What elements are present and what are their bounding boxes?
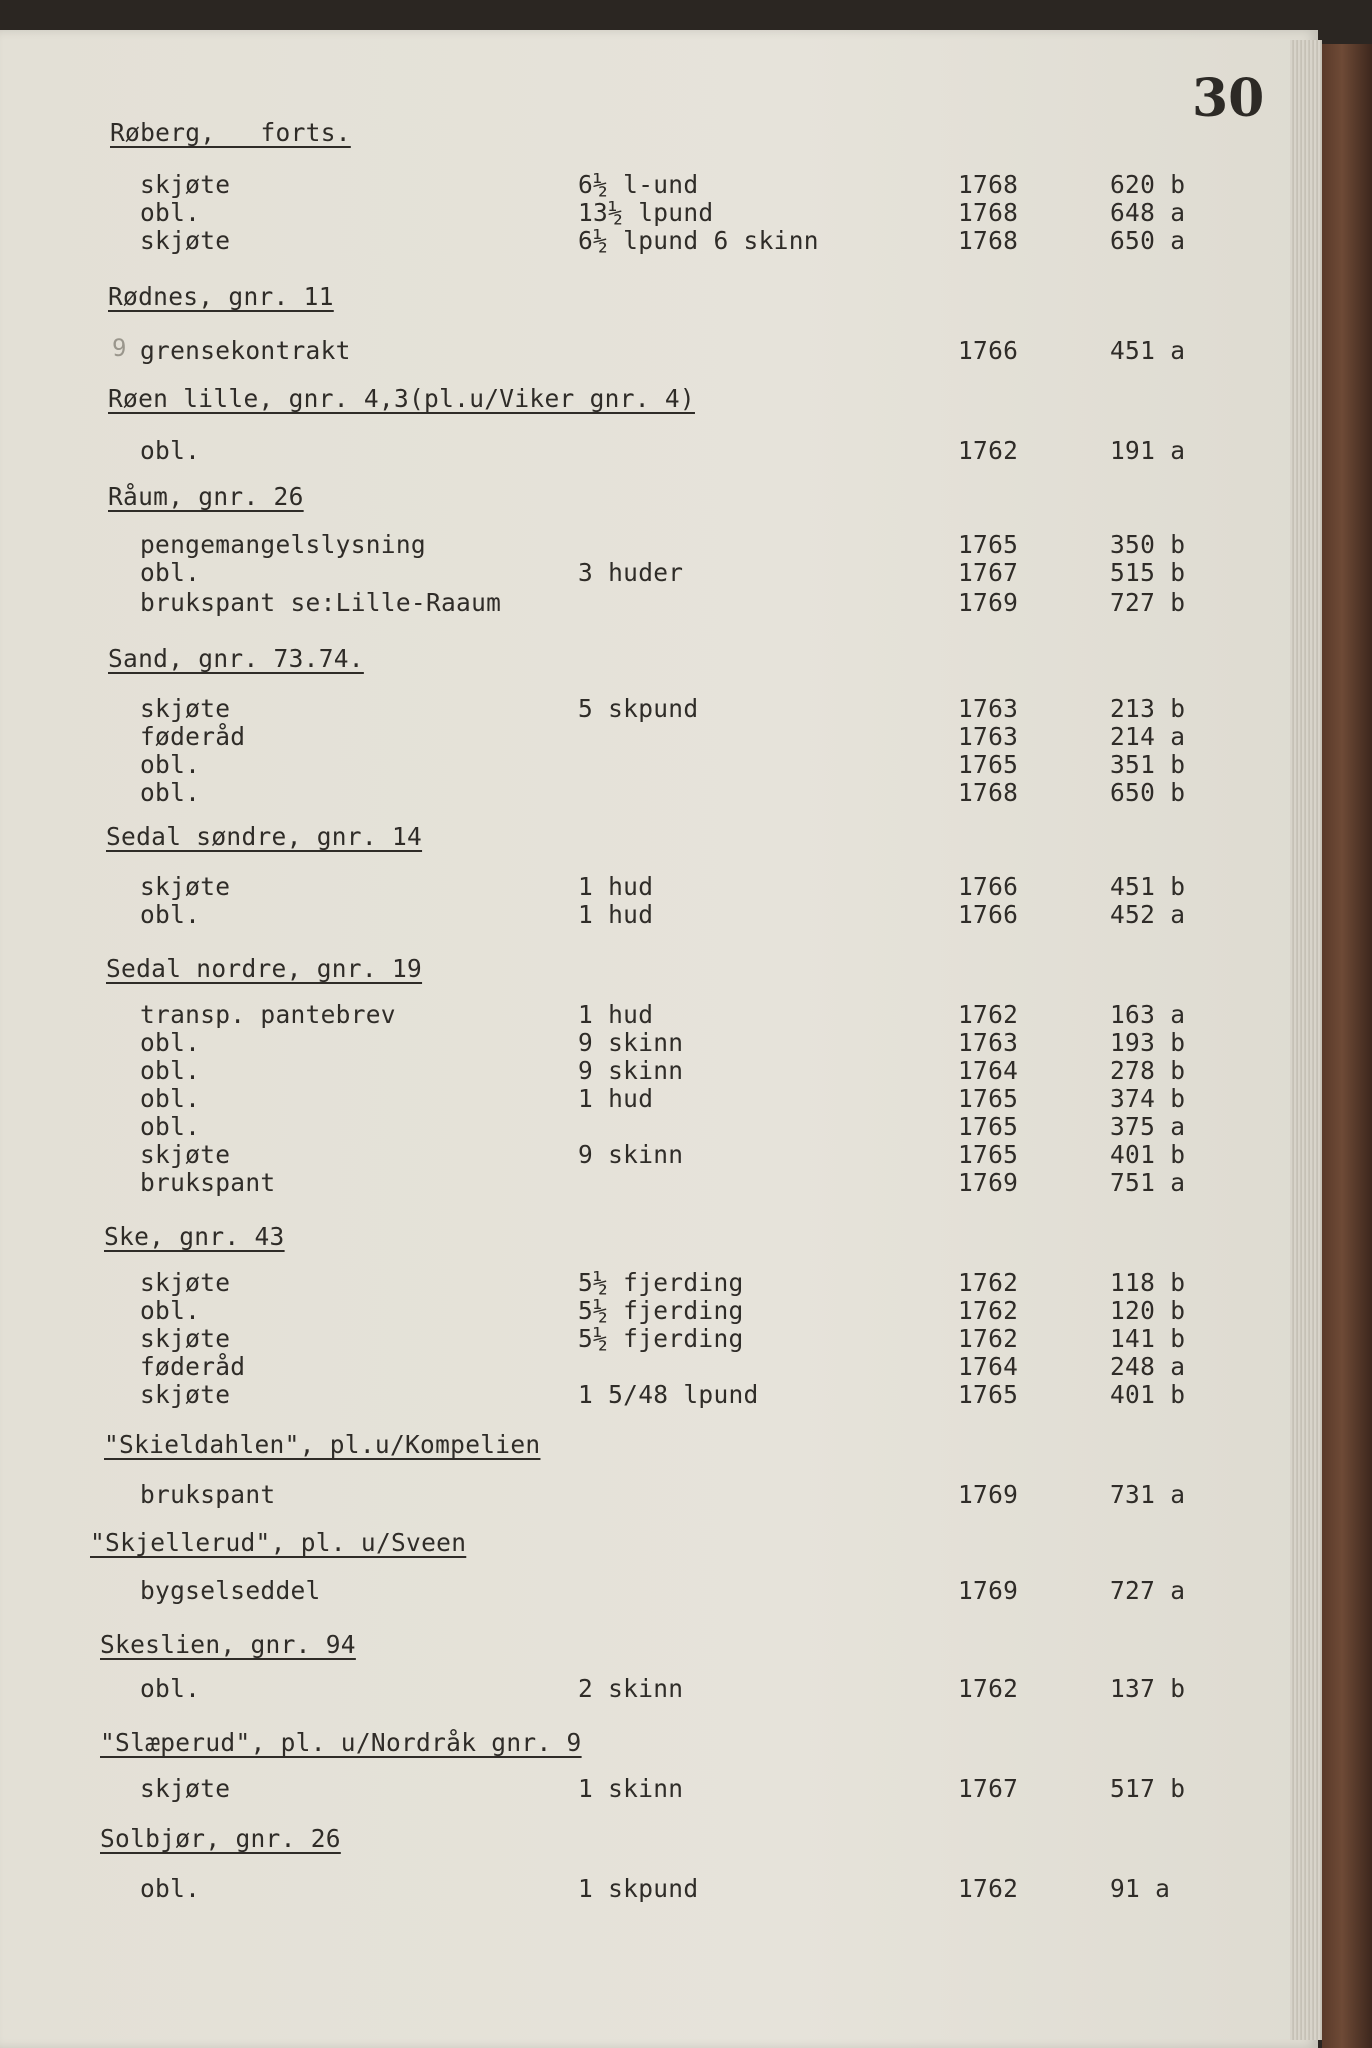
entry-reference: 351 b xyxy=(1110,750,1186,779)
entry-reference: 650 b xyxy=(1110,778,1186,807)
entry-description: føderåd xyxy=(140,722,246,751)
entry-year: 1763 xyxy=(958,1028,1019,1057)
entry-year: 1765 xyxy=(958,1112,1019,1141)
entry-quantity: 13½ lpund xyxy=(578,198,714,227)
entry-description: skjøte xyxy=(140,694,231,723)
entry-year: 1767 xyxy=(958,1774,1019,1803)
entry-quantity: 5½ fjerding xyxy=(578,1324,744,1353)
section-heading: Sand, gnr. 73.74. xyxy=(108,644,364,673)
entry-year: 1768 xyxy=(958,778,1019,807)
entry-year: 1763 xyxy=(958,694,1019,723)
entry-year: 1765 xyxy=(958,1380,1019,1409)
entry-reference: 375 a xyxy=(1110,1112,1186,1141)
margin-mark: 9 xyxy=(112,334,127,362)
entry-quantity: 5½ fjerding xyxy=(578,1268,744,1297)
section-heading: Sedal nordre, gnr. 19 xyxy=(106,954,423,983)
entry-year: 1769 xyxy=(958,1480,1019,1509)
entry-reference: 350 b xyxy=(1110,530,1186,559)
section-heading: "Skieldahlen", pl.u/Kompelien xyxy=(104,1430,541,1459)
entry-description: skjøte xyxy=(140,1268,231,1297)
entry-reference: 452 a xyxy=(1110,900,1186,929)
entry-description: brukspant se:Lille-Raaum xyxy=(140,588,502,617)
entry-year: 1763 xyxy=(958,722,1019,751)
entry-reference: 620 b xyxy=(1110,170,1186,199)
entry-year: 1762 xyxy=(958,1268,1019,1297)
entry-reference: 451 b xyxy=(1110,872,1186,901)
entry-year: 1768 xyxy=(958,226,1019,255)
entry-reference: 137 b xyxy=(1110,1674,1186,1703)
section-heading: Skeslien, gnr. 94 xyxy=(100,1630,356,1659)
entry-description: skjøte xyxy=(140,1774,231,1803)
entry-year: 1766 xyxy=(958,900,1019,929)
entry-reference: 401 b xyxy=(1110,1380,1186,1409)
entry-year: 1768 xyxy=(958,170,1019,199)
entry-description: obl. xyxy=(140,778,201,807)
entry-reference: 731 a xyxy=(1110,1480,1186,1509)
entry-description: obl. xyxy=(140,1112,201,1141)
entry-year: 1762 xyxy=(958,1296,1019,1325)
entry-quantity: 1 hud xyxy=(578,872,654,901)
entry-reference: 515 b xyxy=(1110,558,1186,587)
entry-description: transp. pantebrev xyxy=(140,1000,396,1029)
entry-quantity: 1 hud xyxy=(578,1084,654,1113)
entry-description: obl. xyxy=(140,1874,201,1903)
entry-quantity: 2 skinn xyxy=(578,1674,684,1703)
entry-quantity: 1 skinn xyxy=(578,1774,684,1803)
section-heading: Råum, gnr. 26 xyxy=(108,482,304,511)
entry-year: 1764 xyxy=(958,1056,1019,1085)
entry-reference: 401 b xyxy=(1110,1140,1186,1169)
entry-description: bygselseddel xyxy=(140,1576,321,1605)
entry-reference: 727 b xyxy=(1110,588,1186,617)
binder-cover xyxy=(1322,44,1372,2048)
section-heading: "Skjellerud", pl. u/Sveen xyxy=(90,1528,467,1557)
entry-reference: 727 a xyxy=(1110,1576,1186,1605)
entry-description: brukspant xyxy=(140,1168,276,1197)
entry-quantity: 1 skpund xyxy=(578,1874,699,1903)
entry-description: skjøte xyxy=(140,1324,231,1353)
entry-reference: 751 a xyxy=(1110,1168,1186,1197)
entry-reference: 278 b xyxy=(1110,1056,1186,1085)
entry-quantity: 9 skinn xyxy=(578,1028,684,1057)
entry-description: grensekontrakt xyxy=(140,336,351,365)
entry-year: 1769 xyxy=(958,1168,1019,1197)
entry-year: 1764 xyxy=(958,1352,1019,1381)
entry-year: 1765 xyxy=(958,1084,1019,1113)
entry-description: pengemangelslysning xyxy=(140,530,426,559)
entry-reference: 248 a xyxy=(1110,1352,1186,1381)
entry-quantity: 9 skinn xyxy=(578,1056,684,1085)
entry-description: obl. xyxy=(140,1028,201,1057)
section-heading: Solbjør, gnr. 26 xyxy=(100,1824,341,1853)
entry-reference: 163 a xyxy=(1110,1000,1186,1029)
entry-year: 1769 xyxy=(958,1576,1019,1605)
entry-year: 1766 xyxy=(958,336,1019,365)
section-heading: Rødnes, gnr. 11 xyxy=(108,282,334,311)
entry-year: 1762 xyxy=(958,1874,1019,1903)
entry-year: 1768 xyxy=(958,198,1019,227)
entry-description: skjøte xyxy=(140,1140,231,1169)
entry-description: obl. xyxy=(140,750,201,779)
section-heading: "Slæperud", pl. u/Nordråk gnr. 9 xyxy=(100,1728,582,1757)
entry-reference: 213 b xyxy=(1110,694,1186,723)
entry-quantity: 3 huder xyxy=(578,558,684,587)
entry-quantity: 5 skpund xyxy=(578,694,699,723)
entry-description: brukspant xyxy=(140,1480,276,1509)
entry-reference: 517 b xyxy=(1110,1774,1186,1803)
entry-year: 1765 xyxy=(958,1140,1019,1169)
entry-quantity: 1 5/48 lpund xyxy=(578,1380,759,1409)
entry-description: skjøte xyxy=(140,1380,231,1409)
entry-description: obl. xyxy=(140,900,201,929)
entry-quantity: 1 hud xyxy=(578,900,654,929)
entry-year: 1766 xyxy=(958,872,1019,901)
entry-description: obl. xyxy=(140,1056,201,1085)
entry-description: obl. xyxy=(140,1296,201,1325)
page-number: 30 xyxy=(1192,68,1265,129)
entry-reference: 214 a xyxy=(1110,722,1186,751)
entry-quantity: 9 skinn xyxy=(578,1140,684,1169)
entry-year: 1762 xyxy=(958,1000,1019,1029)
entry-reference: 374 b xyxy=(1110,1084,1186,1113)
entry-reference: 91 a xyxy=(1110,1874,1171,1903)
section-heading: Ske, gnr. 43 xyxy=(104,1222,285,1251)
entry-description: skjøte xyxy=(140,170,231,199)
entry-reference: 648 a xyxy=(1110,198,1186,227)
entry-reference: 650 a xyxy=(1110,226,1186,255)
entry-year: 1762 xyxy=(958,1324,1019,1353)
page-edges xyxy=(1290,40,1322,2040)
entry-description: obl. xyxy=(140,1084,201,1113)
entry-reference: 451 a xyxy=(1110,336,1186,365)
entry-year: 1769 xyxy=(958,588,1019,617)
entry-reference: 193 b xyxy=(1110,1028,1186,1057)
section-heading: Røen lille, gnr. 4,3(pl.u/Viker gnr. 4) xyxy=(108,384,695,413)
entry-description: skjøte xyxy=(140,226,231,255)
entry-description: obl. xyxy=(140,436,201,465)
entry-description: obl. xyxy=(140,558,201,587)
entry-quantity: 1 hud xyxy=(578,1000,654,1029)
entry-reference: 141 b xyxy=(1110,1324,1186,1353)
entry-quantity: 5½ fjerding xyxy=(578,1296,744,1325)
entry-description: obl. xyxy=(140,1674,201,1703)
entry-reference: 118 b xyxy=(1110,1268,1186,1297)
entry-description: skjøte xyxy=(140,872,231,901)
entry-reference: 191 a xyxy=(1110,436,1186,465)
entry-year: 1765 xyxy=(958,750,1019,779)
section-heading: Sedal søndre, gnr. 14 xyxy=(106,822,423,851)
entry-year: 1767 xyxy=(958,558,1019,587)
entry-quantity: 6½ l-und xyxy=(578,170,699,199)
entry-year: 1762 xyxy=(958,436,1019,465)
entry-quantity: 6½ lpund 6 skinn xyxy=(578,226,819,255)
entry-year: 1765 xyxy=(958,530,1019,559)
entry-description: obl. xyxy=(140,198,201,227)
entry-description: føderåd xyxy=(140,1352,246,1381)
entry-year: 1762 xyxy=(958,1674,1019,1703)
section-heading: Røberg, forts. xyxy=(110,118,351,147)
entry-reference: 120 b xyxy=(1110,1296,1186,1325)
